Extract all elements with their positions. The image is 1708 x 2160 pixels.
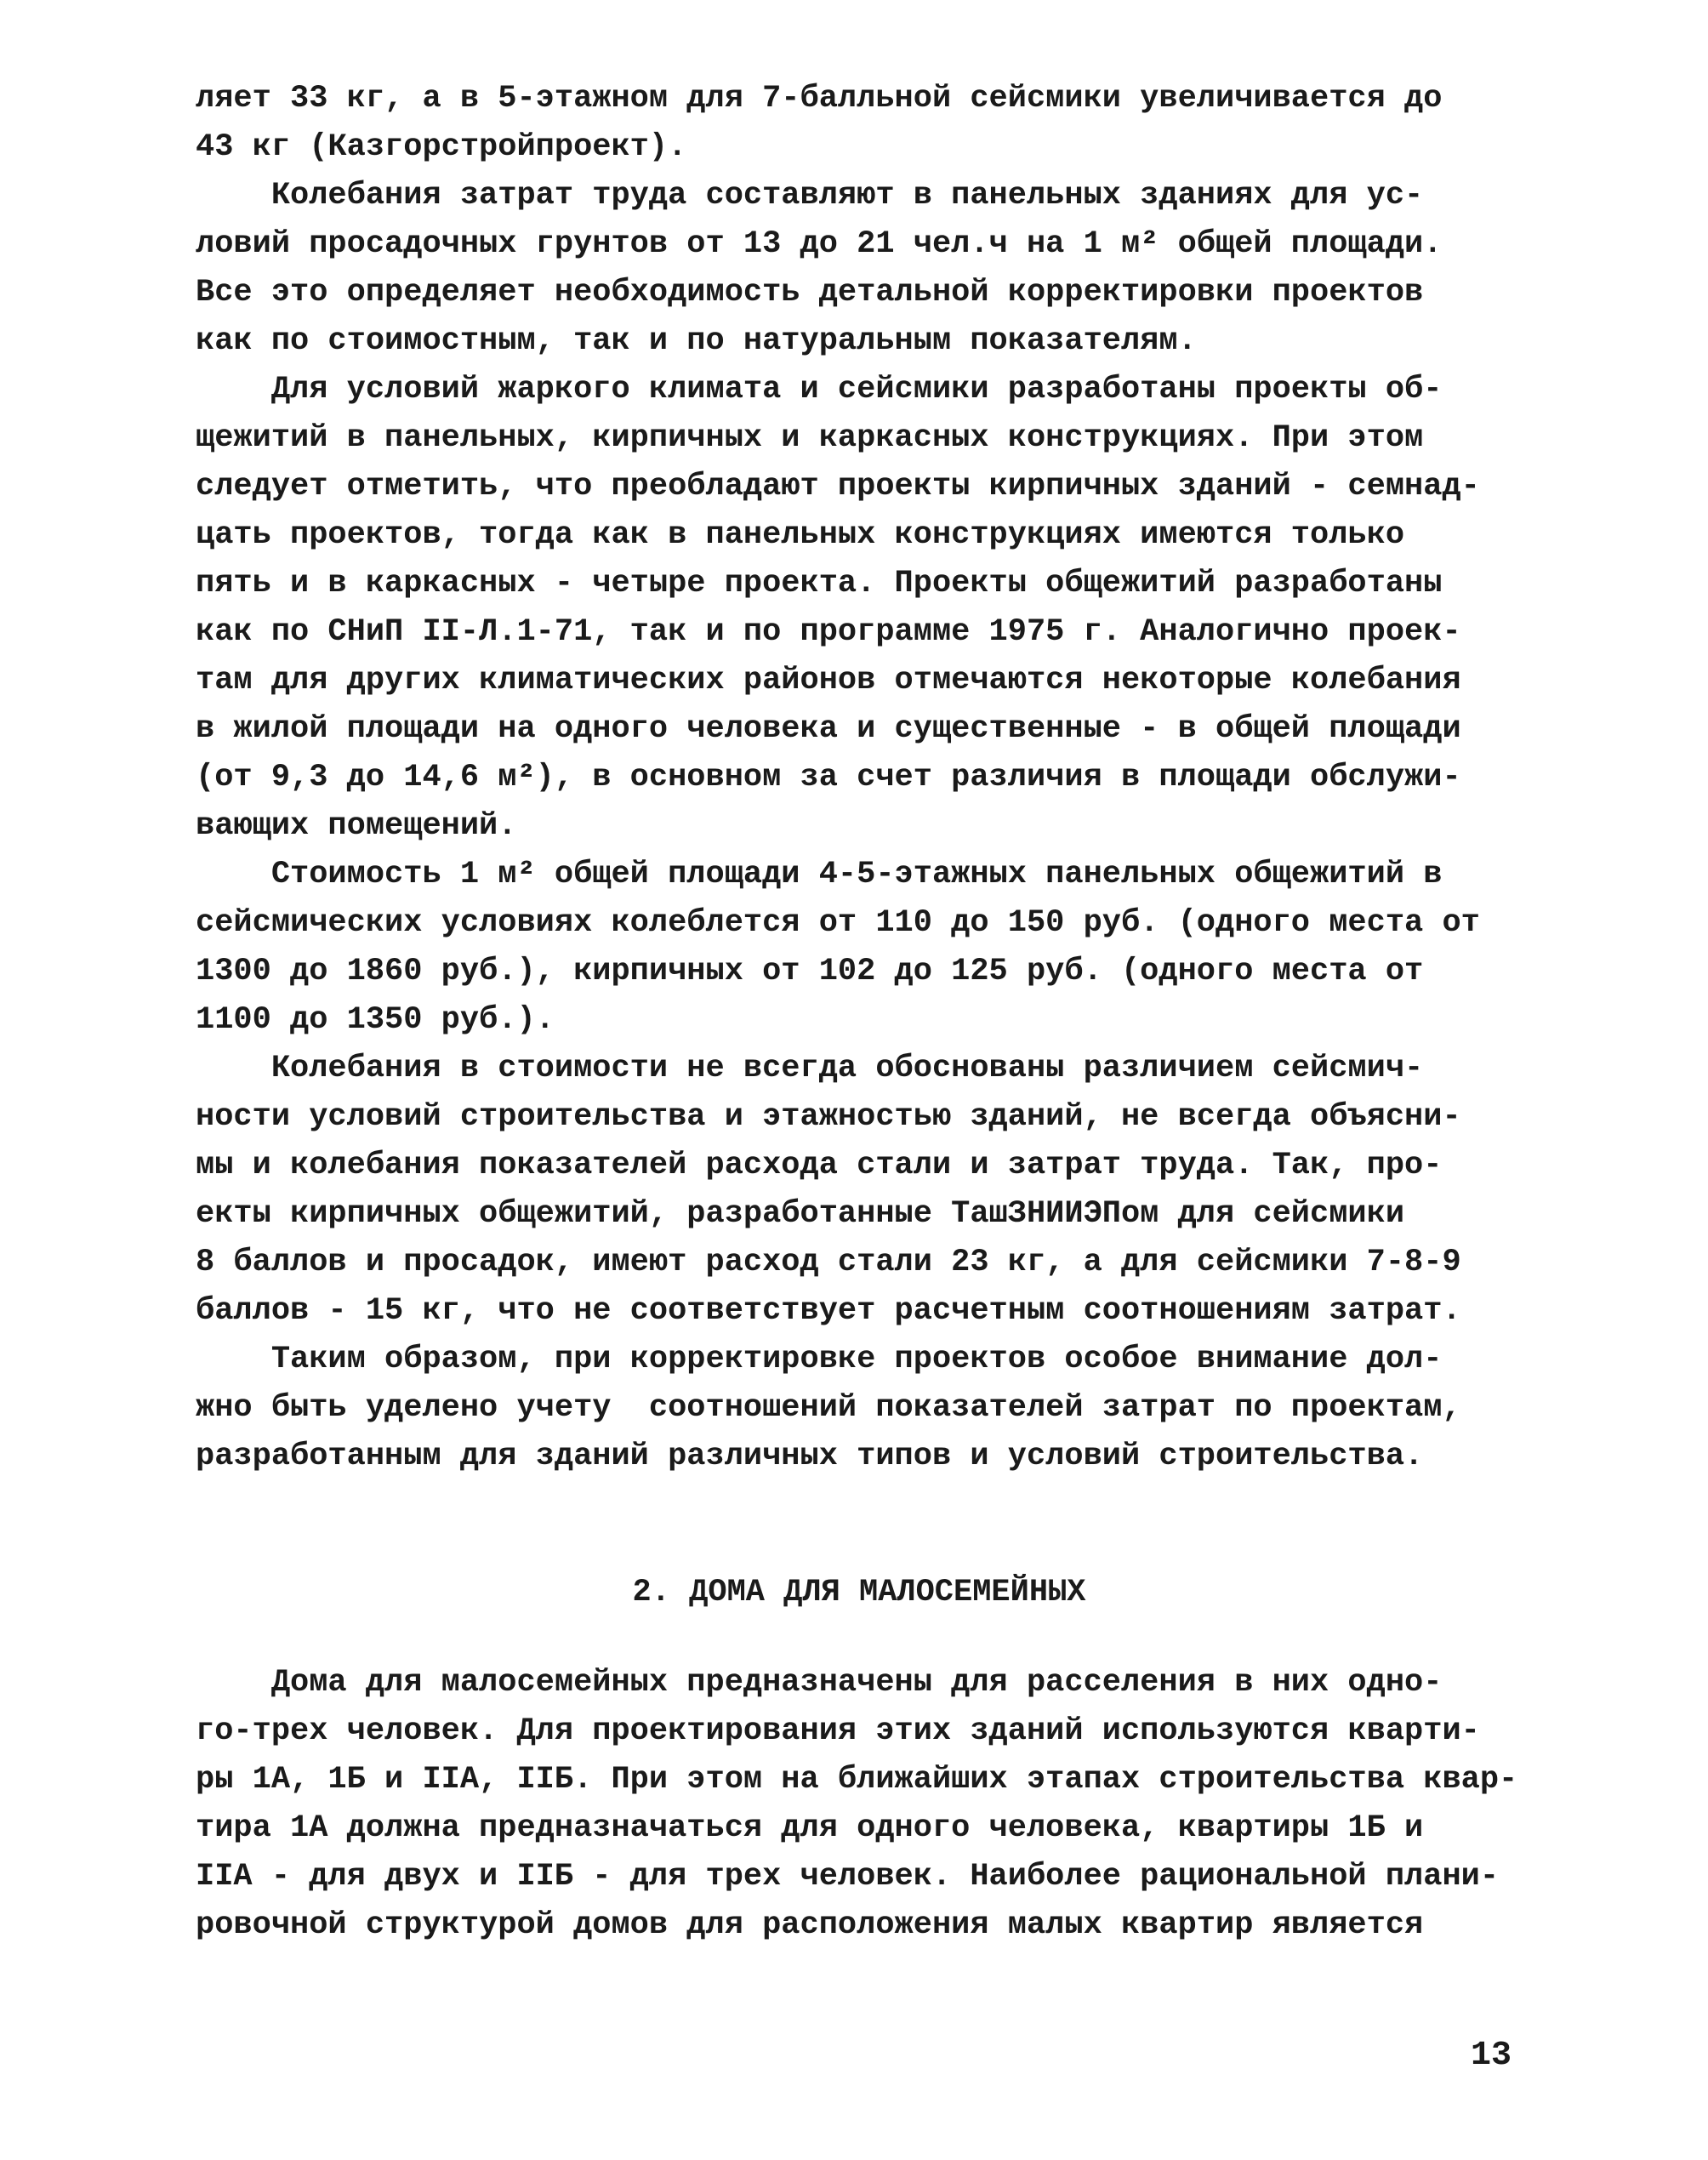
text-line: (от 9,3 до 14,6 м²), в основном за счет различия в площади обслужи-	[196, 760, 1461, 795]
text-line: Колебания в стоимости не всегда обоснованы различием сейсмич-	[196, 1051, 1424, 1086]
text-line: щежитий в панельных, кирпичных и каркасных конструкциях. При этом	[196, 420, 1424, 456]
text-line: разработанным для зданий различных типов и условий строительства.	[196, 1439, 1424, 1474]
text-line: ры 1А, 1Б и IIА, IIБ. При этом на ближайших этапах строительства квар-	[196, 1762, 1518, 1798]
text-line: ности условий строительства и этажностью зданий, не всегда объясни-	[196, 1099, 1461, 1135]
text-line: ловий просадочных грунтов от 13 до 21 чел.ч на 1 м² общей площади.	[196, 226, 1443, 262]
text-line: пять и в каркасных - четыре проекта. Проекты общежитий разработаны	[196, 566, 1443, 601]
text-line: екты кирпичных общежитий, разработанные ТашЗНИИЭПом для сейсмики	[196, 1196, 1405, 1232]
text-line: 1100 до 1350 руб.).	[196, 1002, 555, 1038]
text-line: IIА - для двух и IIБ - для трех человек. Наиболее рациональной плани-	[196, 1859, 1500, 1895]
text-line: как по стоимостным, так и по натуральным показателям.	[196, 323, 1197, 359]
section-2-heading: 2. ДОМА ДЛЯ МАЛОСЕМЕЙНЫХ	[632, 1575, 1086, 1610]
text-line: Для условий жаркого климата и сейсмики разработаны проекты об-	[196, 372, 1443, 407]
text-line: баллов - 15 кг, что не соответствует расчетным соотношениям затрат.	[196, 1293, 1461, 1329]
text-line: в жилой площади на одного человека и существенные - в общей площади	[196, 711, 1461, 747]
text-line: ровочной структурой домов для расположения малых квартир является	[196, 1907, 1424, 1943]
text-line: 8 баллов и просадок, имеют расход стали 23 кг, а для сейсмики 7-8-9	[196, 1245, 1461, 1280]
text-line: го-трех человек. Для проектирования этих зданий используются кварти-	[196, 1713, 1480, 1749]
text-line: цать проектов, тогда как в панельных конструкциях имеются только	[196, 517, 1405, 553]
text-line: Таким образом, при корректировке проектов особое внимание дол-	[196, 1342, 1443, 1377]
text-line: 43 кг (Казгорстройпроект).	[196, 129, 687, 165]
text-line: Дома для малосемейных предназначены для расселения в них одно-	[196, 1665, 1443, 1701]
text-line: 1300 до 1860 руб.), кирпичных от 102 до 125 руб. (одного места от	[196, 954, 1424, 989]
text-line: мы и колебания показателей расхода стали и затрат труда. Так, про-	[196, 1148, 1443, 1183]
text-line: как по СНиП II-Л.1-71, так и по программе 1975 г. Аналогично проек-	[196, 614, 1461, 650]
text-line: Стоимость 1 м² общей площади 4-5-этажных панельных общежитий в	[196, 857, 1443, 892]
section-1-text	[196, 75, 1480, 1481]
text-line: вающих помещений.	[196, 808, 517, 844]
text-line: жно быть уделено учету соотношений показателей затрат по проектам,	[196, 1390, 1461, 1426]
section-2-text	[196, 1659, 1517, 1950]
text-line: Все это определяет необходимость детальной корректировки проектов	[196, 275, 1424, 311]
page-number: 13	[1471, 2037, 1512, 2075]
text-line: там для других климатических районов отмечаются некоторые колебания	[196, 663, 1461, 698]
text-line: сейсмических условиях колеблется от 110 до 150 руб. (одного места от	[196, 905, 1480, 941]
text-line: тира 1А должна предназначаться для одного человека, квартиры 1Б и	[196, 1810, 1424, 1846]
text-line: следует отметить, что преобладают проекты кирпичных зданий - семнад-	[196, 469, 1480, 504]
text-line: Колебания затрат труда составляют в панельных зданиях для ус-	[196, 178, 1424, 214]
text-line: ляет 33 кг, а в 5-этажном для 7-балльной сейсмики увеличивается до	[196, 81, 1443, 117]
